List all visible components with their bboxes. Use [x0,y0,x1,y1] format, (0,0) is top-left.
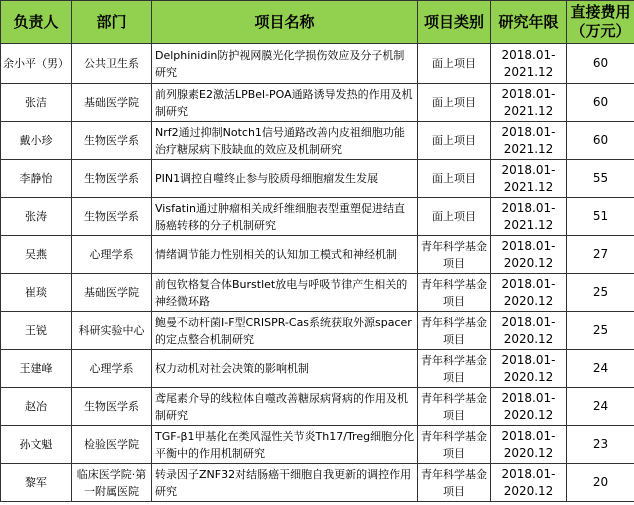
cell-dept: 基础医学院 [72,84,152,122]
cell-fee: 60 [567,122,634,160]
header-fee: 直接费用（万元） [567,1,634,44]
table-row [1,350,634,388]
table-row [1,464,634,502]
cell-type: 青年科学基金项目 [418,350,491,388]
cell-dept: 科研实验中心 [72,312,152,350]
cell-leader: 吴燕 [1,236,72,274]
cell-title: Visfatin通过肿瘤相关成纤维细胞表型重塑促进结直肠癌转移的分子机制研究 [152,198,418,236]
cell-title: 转录因子ZNF32对结肠癌干细胞自我更新的调控作用研究 [152,464,418,502]
cell-fee: 24 [567,388,634,426]
cell-period: 2018.01-2021.12 [491,44,567,84]
cell-leader: 李静怡 [1,160,72,198]
cell-leader: 孙文魁 [1,426,72,464]
cell-dept: 生物医学系 [72,388,152,426]
cell-leader: 赵冶 [1,388,72,426]
cell-title: Delphinidin防护视网膜光化学损伤效应及分子机制研究 [152,44,418,84]
cell-leader: 戴小珍 [1,122,72,160]
cell-fee: 24 [567,350,634,388]
cell-dept: 公共卫生系 [72,44,152,84]
cell-leader: 张涛 [1,198,72,236]
cell-fee: 25 [567,274,634,312]
cell-type: 面上项目 [418,198,491,236]
cell-fee: 20 [567,464,634,502]
cell-type: 青年科学基金项目 [418,426,491,464]
cell-period: 2018.01-2020.12 [491,388,567,426]
header-period: 研究年限 [491,1,567,44]
header-leader: 负责人 [1,1,72,44]
table-row [1,312,634,350]
cell-dept: 生物医学系 [72,122,152,160]
cell-title: 前包钦格复合体Burstlet放电与呼吸节律产生相关的神经微环路 [152,274,418,312]
cell-type: 面上项目 [418,44,491,84]
cell-dept: 生物医学系 [72,160,152,198]
cell-type: 面上项目 [418,122,491,160]
cell-type: 面上项目 [418,84,491,122]
table-row [1,236,634,274]
table-row [1,388,634,426]
cell-dept: 临床医学院·第一附属医院 [72,464,152,502]
cell-type: 青年科学基金项目 [418,388,491,426]
cell-leader: 余小平（男） [1,44,72,84]
table-row [1,44,634,84]
table-row [1,122,634,160]
cell-period: 2018.01-2020.12 [491,426,567,464]
table-row [1,198,634,236]
cell-period: 2018.01-2020.12 [491,350,567,388]
cell-leader: 张洁 [1,84,72,122]
table-row [1,160,634,198]
cell-title: 前列腺素E2激活LPBel-POA通路诱导发热的作用及机制研究 [152,84,418,122]
cell-period: 2018.01-2021.12 [491,198,567,236]
cell-period: 2018.01-2021.12 [491,160,567,198]
table-row [1,274,634,312]
cell-leader: 黎军 [1,464,72,502]
cell-dept: 检验医学院 [72,426,152,464]
cell-period: 2018.01-2020.12 [491,236,567,274]
cell-fee: 55 [567,160,634,198]
table-row [1,84,634,122]
cell-period: 2018.01-2021.12 [491,122,567,160]
cell-title: Nrf2通过抑制Notch1信号通路改善内皮祖细胞功能治疗糖尿病下肢缺血的效应及机制研究 [152,122,418,160]
header-row [1,1,634,44]
cell-leader: 王建峰 [1,350,72,388]
cell-type: 青年科学基金项目 [418,236,491,274]
cell-title: PIN1调控自噬终止参与胶质母细胞瘤发生发展 [152,160,418,198]
cell-title: 权力动机对社会决策的影响机制 [152,350,418,388]
cell-fee: 60 [567,84,634,122]
header-dept: 部门 [72,1,152,44]
cell-fee: 27 [567,236,634,274]
header-type: 项目类别 [418,1,491,44]
cell-period: 2018.01-2020.12 [491,464,567,502]
cell-period: 2018.01-2020.12 [491,312,567,350]
cell-title: 情绪调节能力性别相关的认知加工模式和神经机制 [152,236,418,274]
cell-dept: 心理学系 [72,236,152,274]
cell-period: 2018.01-2021.12 [491,84,567,122]
cell-dept: 基础医学院 [72,274,152,312]
cell-fee: 23 [567,426,634,464]
cell-dept: 心理学系 [72,350,152,388]
cell-dept: 生物医学系 [72,198,152,236]
cell-fee: 60 [567,44,634,84]
cell-type: 青年科学基金项目 [418,312,491,350]
cell-type: 青年科学基金项目 [418,464,491,502]
cell-title: 鸢尾素介导的线粒体自噬改善糖尿病肾病的作用及机制研究 [152,388,418,426]
cell-title: TGF-β1甲基化在类风湿性关节炎Th17/Treg细胞分化平衡中的作用机制研究 [152,426,418,464]
header-title: 项目名称 [152,1,418,44]
table-header [1,1,634,44]
cell-leader: 王锐 [1,312,72,350]
cell-type: 青年科学基金项目 [418,274,491,312]
cell-period: 2018.01-2020.12 [491,274,567,312]
cell-fee: 25 [567,312,634,350]
cell-leader: 崔琰 [1,274,72,312]
table-row [1,426,634,464]
table-body [1,44,634,502]
cell-fee: 51 [567,198,634,236]
cell-title: 鲍曼不动杆菌I-F型CRISPR-Cas系统获取外源spacer的定点整合机制研究 [152,312,418,350]
cell-type: 面上项目 [418,160,491,198]
